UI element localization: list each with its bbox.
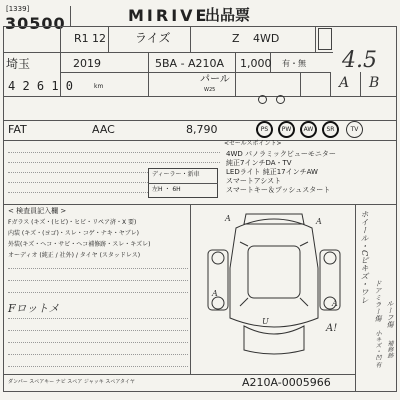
car-rear [244, 326, 304, 354]
equip-ps: PS [256, 121, 273, 138]
side-note-1: ホイール・Cピキズ・ワレ [360, 210, 369, 305]
inspection-line-4: オーディオ (純正 / 社外) / タイヤ (スタッドレス) [8, 252, 141, 259]
damage-mark-3: A [212, 289, 218, 298]
side-note-4: 小キズ・凹 有 [374, 330, 381, 368]
sales-point-5: スマートキー＆プッシュスタート [226, 186, 331, 194]
damage-mark-2: A [316, 217, 322, 226]
chassis-number: A210A-0005966 [242, 376, 331, 389]
lot-number: 30500 [5, 14, 66, 33]
inspection-handwritten-note: Fロットメ [8, 302, 60, 315]
wheel-front-right-icon [324, 252, 336, 264]
wheel-front-left-icon [212, 252, 224, 264]
displacement-mark: 有・無 [282, 59, 306, 68]
damage-mark-4: A [332, 299, 338, 308]
damage-mark-5: U [262, 317, 269, 326]
grade: Z 4WD [232, 32, 280, 45]
car-roof [248, 246, 300, 298]
transmission: FAT [8, 123, 27, 136]
region: 埼玉 [6, 57, 31, 71]
wheel-rear-left-icon [212, 297, 224, 309]
doors-box [318, 28, 332, 50]
handwritten-score: 4.5 [342, 48, 377, 73]
equip-pw: PW [278, 121, 295, 138]
damage-mark-1: A [225, 214, 231, 223]
side-note-2: ドアミラー傷 [374, 280, 382, 322]
model-code: 5BA - A210A [155, 57, 225, 70]
car-body-top [230, 219, 318, 327]
interior-grade: A [339, 75, 350, 91]
ref-code: [1339] [6, 5, 30, 13]
side-note-5: 補修跡 [386, 340, 393, 358]
color-option-1 [258, 95, 267, 104]
color-code: W25 [204, 87, 216, 93]
car-diagram [196, 208, 352, 368]
side-note-3: ルーフ傷 [386, 300, 394, 328]
color: パール [200, 74, 230, 85]
form-title: 出品票 [205, 6, 251, 24]
equip-aw: AW [300, 121, 317, 138]
car-left-side [208, 250, 228, 310]
registration-month: 12 [92, 32, 106, 45]
sales-point-4: スマートアシスト [226, 177, 282, 185]
inspection-line-2: 内装 (キズ・(ヨゴ)・スレ・コゲ・ナキ・ヤブレ) [8, 230, 139, 237]
sales-points-heading: <セールスポイント> [224, 140, 282, 147]
handle-option: 左H ・ 6H [152, 186, 181, 193]
displacement: 1,000 [240, 57, 272, 70]
sales-point-1: 4WD パノラミックビューモニター [226, 150, 336, 158]
equip-tv: TV [346, 121, 363, 138]
exterior-grade: B [369, 75, 380, 91]
equip-sr: SR [322, 121, 339, 138]
price: 8,790 [186, 123, 218, 136]
brand-name: MIRIVE [128, 6, 210, 25]
sales-point-2: 純正7インチDA・TV [226, 159, 292, 167]
dealer-option: ディーラー・新車 [152, 171, 200, 178]
aircon: AAC [92, 123, 115, 136]
era-year: R1 [74, 32, 89, 45]
mileage-unit: km [94, 83, 104, 90]
model-year: 2019 [73, 57, 101, 70]
inspection-heading: < 検査員記入欄 > [8, 207, 67, 215]
color-option-2 [276, 95, 285, 104]
inspection-line-3: 外装(キズ・ヘコ・サビ・ヘコ補修跡・スレ・キズレ) [8, 241, 151, 248]
footer-options: ダンパー スペアキー ナビ スペア ジャッキ スペアタイヤ [8, 379, 135, 385]
mileage: 4 2 6 1 0 [8, 79, 74, 93]
model-name: ライズ [135, 31, 171, 45]
inspection-line-1: Fガラス (キズ・(ヒビ)・ヒビ・リペア済・X 要) [8, 219, 137, 226]
damage-mark-6: A! [326, 323, 338, 334]
sales-point-3: LEDライト 純正17インチAW [226, 168, 318, 176]
